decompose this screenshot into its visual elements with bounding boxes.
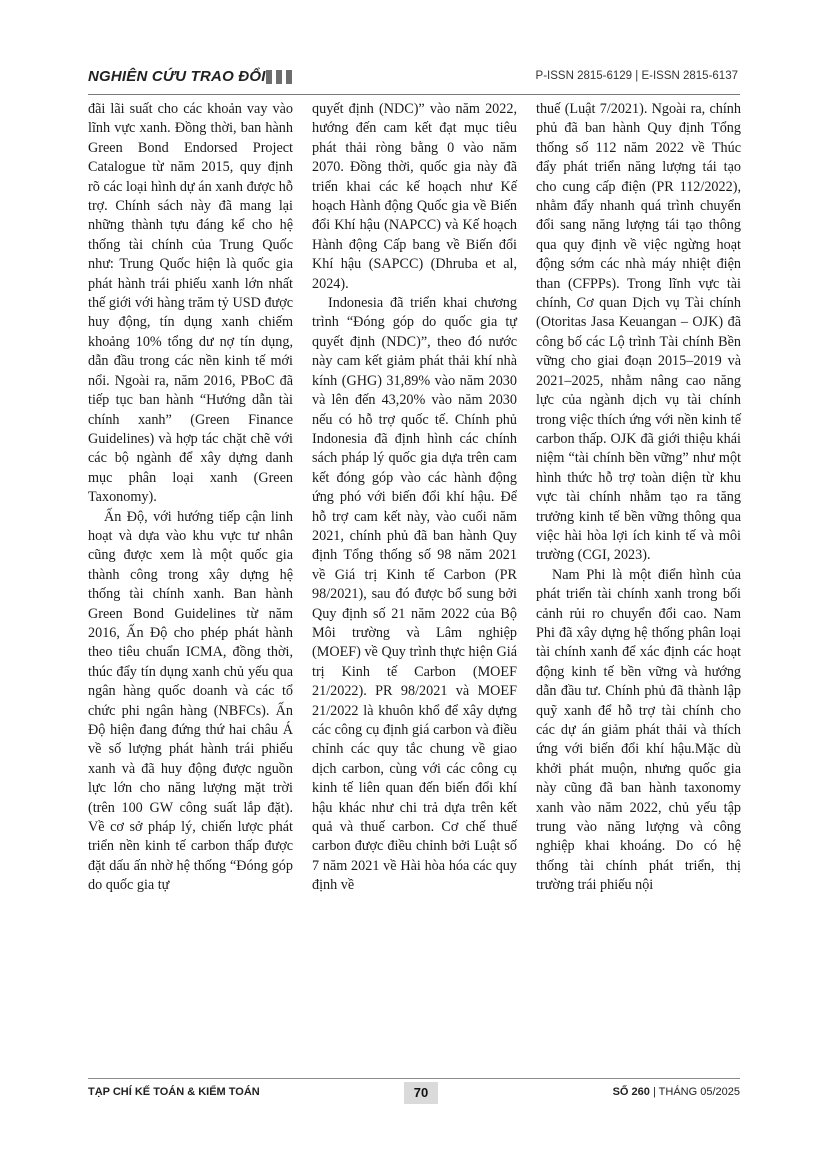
header-block (286, 70, 292, 84)
page-number-box (404, 1082, 438, 1104)
issue-label: SỐ 260 (612, 1086, 650, 1098)
paragraph: đãi lãi suất cho các khoản vay vào lĩnh vực xanh. Đồng thời, ban hành Green Bond Endorsed Project Catalogue từ năm 2015, quy định rõ các loại hình dự án xanh được hỗ trợ. Chính sách này đã mang lại những thành tựu đáng kể cho hệ thống tài chính của Trung Quốc như: Trung Quốc hiện là quốc gia phát hành trái phiếu xanh lớn nhất thế giới với hàng trăm tỷ USD được huy động, tín dụng xanh chiếm khoảng 10% tổng dư nợ tín dụng, dẫn đầu trong các nền kinh tế mới nổi. Ngoài ra, năm 2016, PBoC đã tiếp tục ban hành “Hướng dẫn tài chính xanh” (Green Finance Guidelines) và hợp tác chặt chẽ với các bộ ngành để xây dựng danh mục phân loại xanh (Green Taxonomy). (88, 101, 293, 506)
issue-info (613, 1086, 740, 1098)
header-block (276, 70, 282, 84)
paragraph: quyết định (NDC)” vào năm 2022, hướng đến cam kết đạt mục tiêu phát thải ròng bằng 0 vào năm 2070. Đồng thời, quốc gia này đã triển khai các kế hoạch như Kế hoạch Hành động Quốc gia về Biến đổi Khí hậu (NAPCC) và Kế hoạch Hành động Cấp bang về Biến đổi Khí hậu (SAPCC) (Dhruba et al, 2024). (312, 101, 517, 292)
header-block (266, 70, 272, 84)
paragraph: Nam Phi là một điển hình của phát triển tài chính xanh trong bối cảnh rủi ro chuyển đổi cao. Nam Phi đã xây dựng hệ thống phân loại tài chính xanh để xác định các hoạt động kinh tế bền vững và hướng dẫn đầu tư. Chính phủ đã thành lập quỹ xanh để hỗ trợ tài chính cho các dự án giảm phát thải và thích ứng với biến đổi khí hậu.Mặc dù khởi phát muộn, nhưng quốc gia này cũng đã ban hành taxonomy xanh vào năm 2022, chủ yếu tập trung vào năng lượng và công nghiệp khai khoáng. Do có hệ thống tài chính phát triển, thị trường trái phiếu nội (536, 566, 741, 894)
footer-divider (88, 1078, 740, 1079)
paragraph: thuế (Luật 7/2021). Ngoài ra, chính phủ đã ban hành Quy định Tổng thống số 112 năm 2022 về Thúc đẩy phát triển năng lượng tái tạo cho cung cấp điện (PR 112/2022), nhằm đẩy nhanh quá trình chuyển đổi sang năng lượng tái tạo thông qua quy định về việc ngừng hoạt động sớm các nhà máy nhiệt điện than (CFPPs). Trong lĩnh vực tài chính, Cơ quan Dịch vụ Tài chính (Otoritas Jasa Keuangan – OJK) đã công bố các Lộ trình Tài chính Bền vững cho giai đoạn 2015–2019 và 2021–2025, nhằm nâng cao năng lực của ngành dịch vụ tài chính trong việc thích ứng với nền kinh tế carbon thấp. OJK đã giới thiệu khái niệm “tài chính bền vững” như một hình thức hỗ trợ toàn diện từ khu vực tài chính nhằm tạo ra tăng trưởng kinh tế bền vững thông qua việc hài hòa lợi ích kinh tế và môi trường (CGI, 2023). (536, 101, 741, 564)
paragraph: Ấn Độ, với hướng tiếp cận linh hoạt và dựa vào khu vực tư nhân cũng được xem là một quốc gia thành công trong xây dựng hệ thống tài chính xanh. Ban hành Green Bond Guidelines từ năm 2016, Ấn Độ cho phép phát hành theo tiêu chuẩn ICMA, đồng thời, thúc đẩy tín dụng xanh chủ yếu qua ngân hàng quốc doanh và các tổ chức phi ngân hàng (NBFCs). Ấn Độ hiện đang đứng thứ hai châu Á về số lượng phát hành trái phiếu xanh và đã huy động được nguồn lực lớn cho năng lượng mặt trời (trên 100 GW công suất lắp đặt). Về cơ sở pháp lý, chiến lược phát triển nền kinh tế carbon thấp được đặt dấu ấn nhờ hệ thống “Đóng góp do quốc gia tự (88, 508, 293, 894)
journal-name: TẠP CHÍ KẾ TOÁN & KIỂM TOÁN (88, 1086, 260, 1098)
issn-label: P-ISSN 2815-6129 | E-ISSN 2815-6137 (535, 70, 738, 82)
text-column-3 (536, 100, 741, 896)
text-column-2 (312, 100, 517, 896)
paragraph: Indonesia đã triển khai chương trình “Đóng góp do quốc gia tự quyết định (NDC)”, theo đó nước này cam kết giảm phát thải khí nhà kính (GHG) 31,89% vào năm 2030 và lên đến 43,20% vào năm 2030 nếu có hỗ trợ quốc tế. Chính phủ Indonesia đã định hình các chính sách pháp lý quốc gia dựa trên cam kết đóng góp vào các hành động ứng phó với biến đổi khí hậu. Để hỗ trợ cam kết này, vào cuối năm 2021, chính phủ đã ban hành Quy định Tổng thống số 98 năm 2021 về Giá trị Kinh tế Carbon (PR 98/2021), sau đó được bổ sung bởi Quy định số 21 năm 2022 của Bộ Môi trường và Lâm nghiệp (MOEF) về Quy trình thực hiện Giá trị Kinh tế Carbon (MOEF 21/2022). PR 98/2021 và MOEF 21/2022 là khuôn khổ để xây dựng các công cụ định giá carbon và điều chỉnh các quy tắc chung về giao dịch carbon, cùng với các công cụ kinh tế liên quan đến biến đổi khí hậu khác như chi trả dựa trên kết quả và thuế carbon. Cơ chế thuế carbon được điều chỉnh bởi Luật số 7 năm 2021 về Hài hòa hóa các quy định về (312, 295, 517, 894)
page-footer (88, 1082, 740, 1104)
page-number: 70 (413, 1085, 429, 1100)
section-title: NGHIÊN CỨU TRAO ĐỔI (88, 68, 266, 85)
page-header (88, 66, 738, 92)
header-divider (88, 94, 740, 95)
issue-date: | THÁNG 05/2025 (652, 1086, 740, 1098)
text-column-1 (88, 100, 293, 896)
header-decoration (266, 70, 292, 84)
